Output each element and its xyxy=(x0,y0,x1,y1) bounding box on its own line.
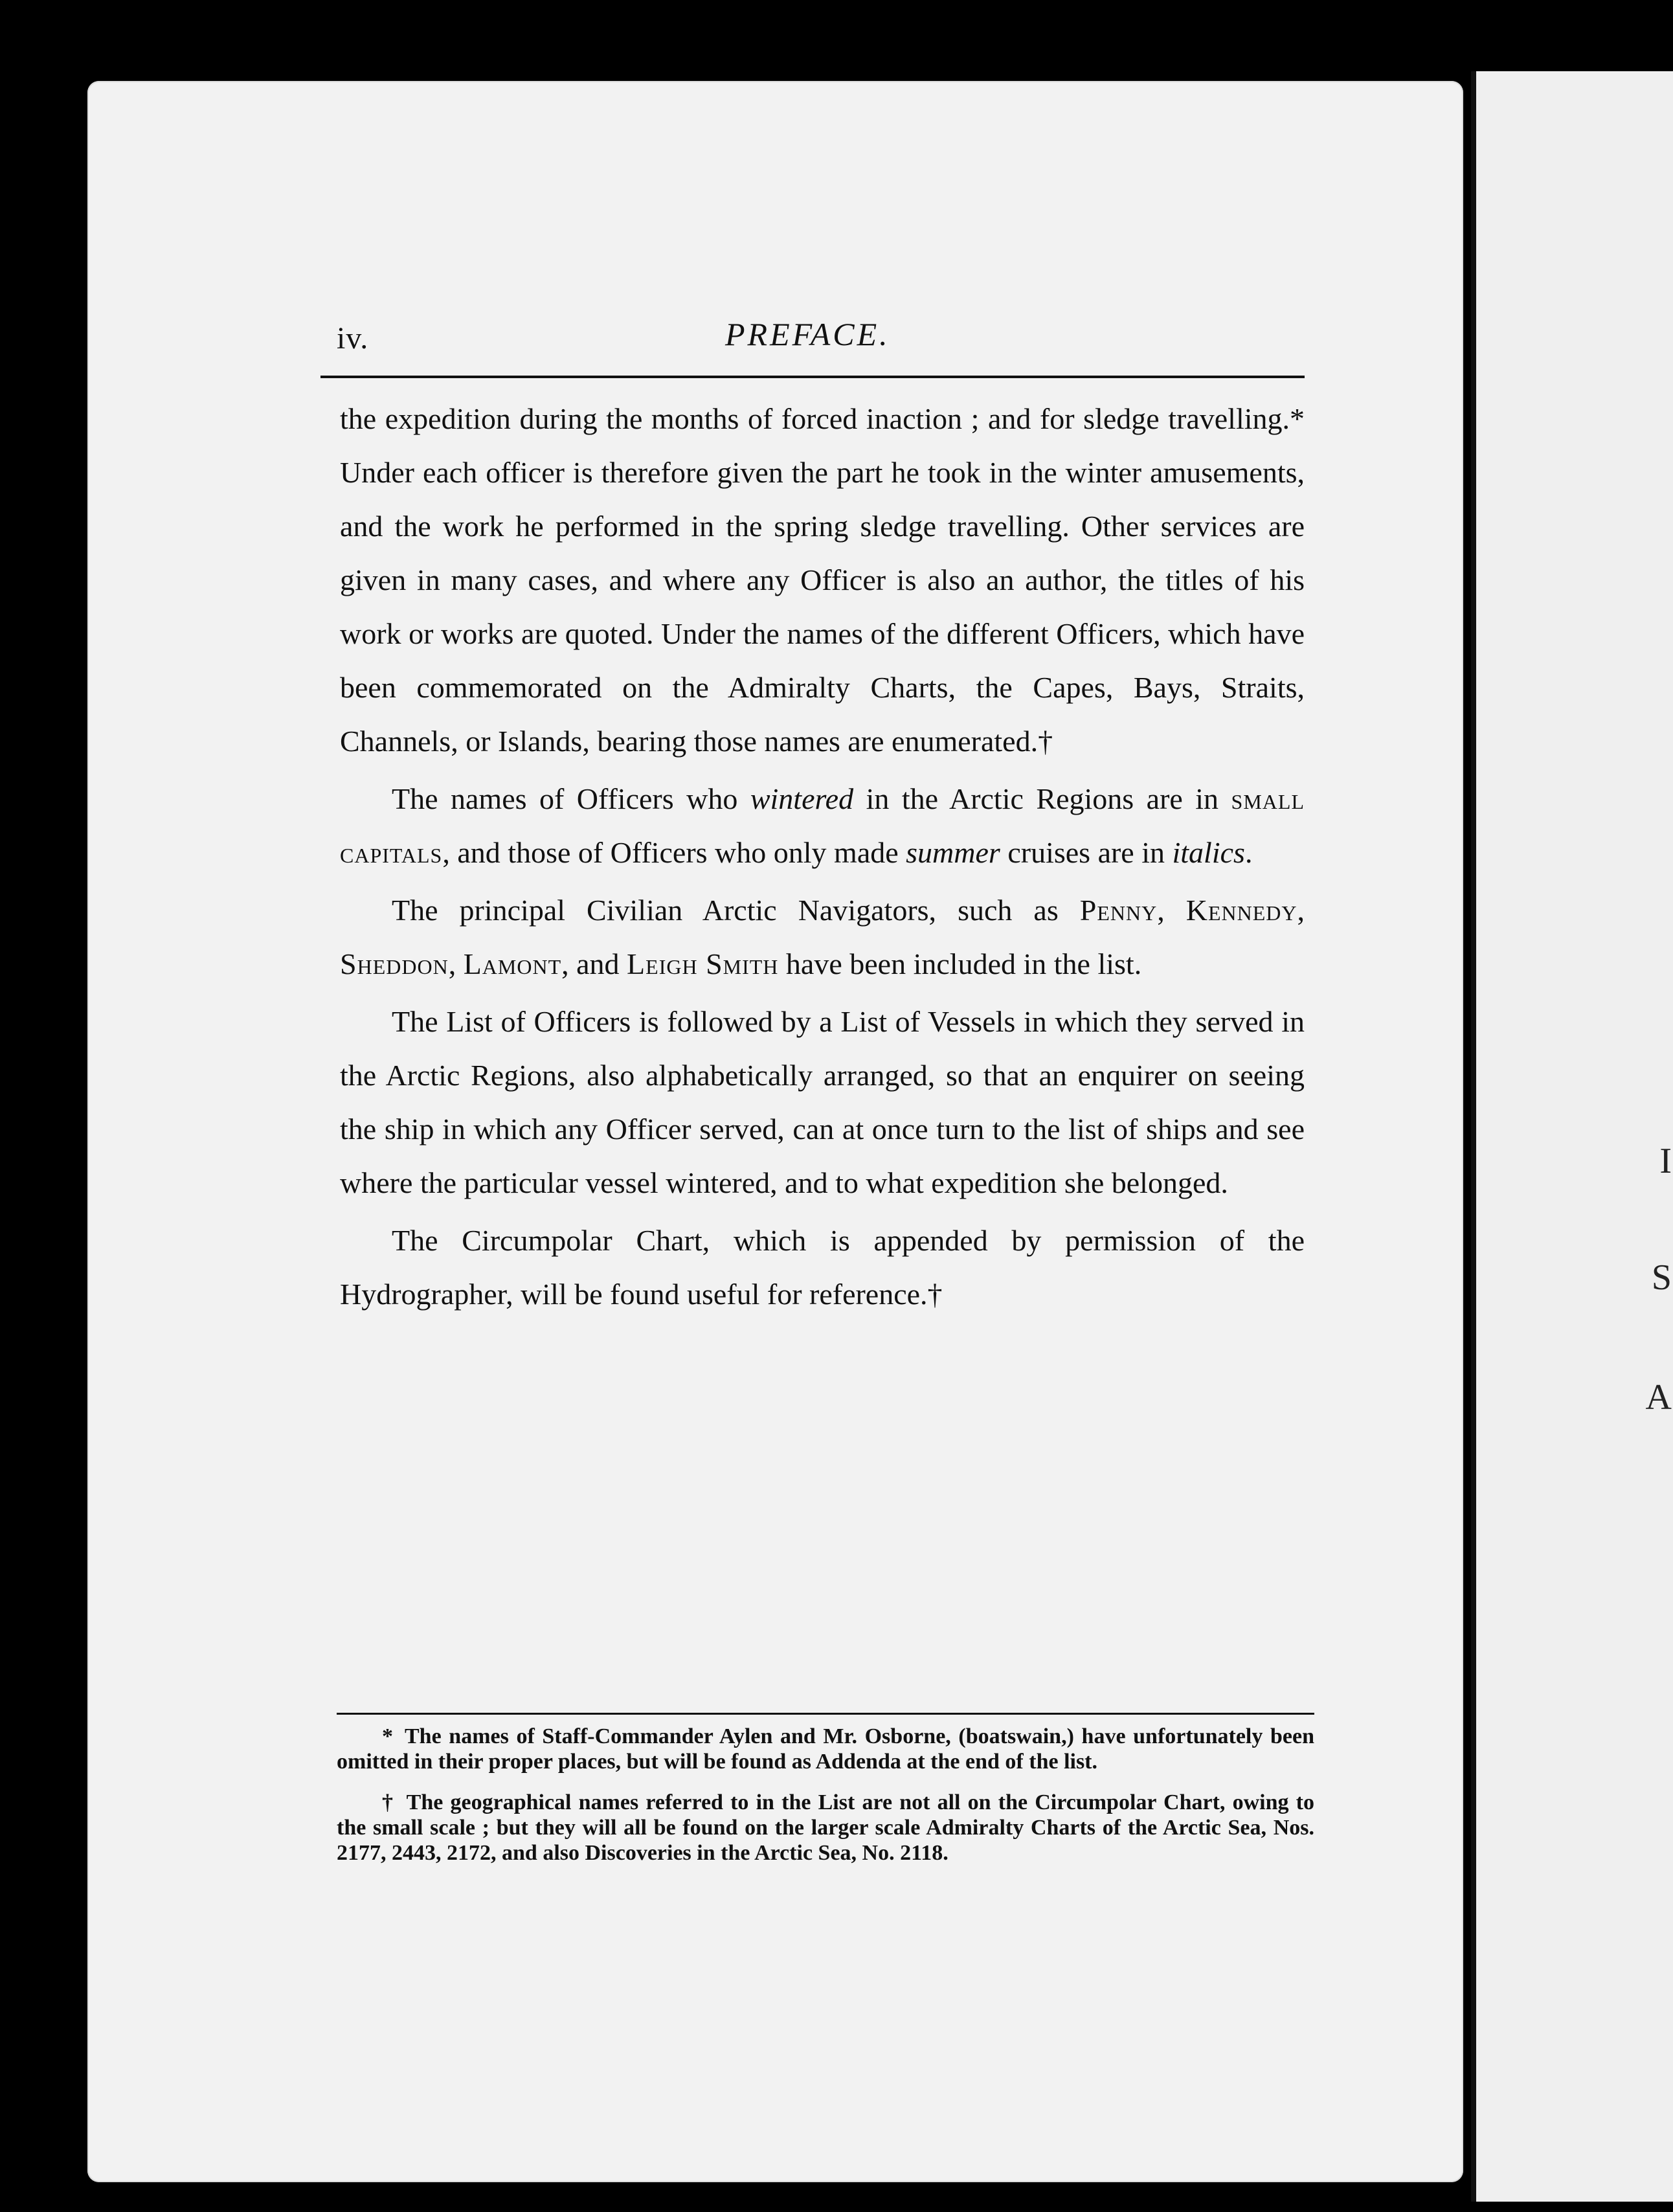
paragraph-2-text: . xyxy=(1244,836,1253,869)
footnote-mark: † xyxy=(382,1790,395,1814)
paragraph-2-italic: italics xyxy=(1172,836,1245,869)
adjacent-page-letter: A xyxy=(1645,1377,1672,1417)
header-rule xyxy=(320,376,1305,378)
navigator-name: Leigh Smith xyxy=(627,947,779,980)
navigator-name: Kennedy xyxy=(1185,894,1297,927)
paragraph-5: The Circumpolar Chart, which is appended by permission of the Hydrographer, will be found useful for reference.† xyxy=(340,1224,1305,1311)
paragraph-2-text: in the Arctic Regions are in xyxy=(853,782,1231,815)
adjacent-page-letter: I xyxy=(1659,1141,1672,1181)
paragraph-3-text: , xyxy=(1157,894,1186,927)
body-text xyxy=(340,392,1305,1325)
paragraph-2-italic: summer xyxy=(906,836,1000,869)
paragraph-3-text: , xyxy=(1297,894,1305,927)
paragraph-2-italic: wintered xyxy=(750,782,854,815)
paragraph-2 xyxy=(340,772,1305,879)
page-header xyxy=(337,316,1305,379)
footnote-mark: * xyxy=(382,1724,393,1748)
paragraph-2-small-caps: small capitals xyxy=(340,782,1305,869)
footnote-2 xyxy=(337,1790,1314,1866)
paragraph-4: The List of Officers is followed by a List of Vessels in which they served in the Arctic Regions, also alphabetically arranged, so that an enquirer on seeing the ship in which any Officer served, can at once turn to the list of ships and see where the particular vessel wintered, and to what expedition she belonged. xyxy=(340,1005,1305,1199)
paragraph-2-text: The names of Officers who xyxy=(392,782,750,815)
paragraph-3-text: The principal Civilian Arctic Navigators, such as xyxy=(392,894,1080,927)
page-number: iv. xyxy=(337,321,369,356)
footnote-text: The geographical names referred to in the List are not all on the Circumpolar Chart, owing to the small scale ; but they will all be found on the larger scale Admiralty Charts of the Arctic Sea, Nos. 2177, 2443, 2172, and also Discoveries in the Arctic Sea, No. 2118. xyxy=(337,1790,1314,1865)
paragraph-3-text: , and xyxy=(561,947,627,980)
paragraph-2-text: , and those of Officers who only made xyxy=(442,836,906,869)
paragraph-3 xyxy=(340,883,1305,991)
paragraph-1: the expedition during the months of forced inaction ; and for sledge travelling.* Under each officer is therefore given the part he took in the winter amusements, and the work he performed in the spring sledge travelling. Other services are given in many cases, and where any Officer is also an author, the titles of his work or works are quoted. Under the names of the different Officers, which have been commemorated on the Admiralty Charts, the Capes, Bays, Straits, Channels, or Islands, bearing those names are enumerated.† xyxy=(340,402,1305,758)
adjacent-page-letter: S xyxy=(1651,1258,1672,1298)
paragraph-3-text: have been included in the list. xyxy=(778,947,1142,980)
navigator-name: Lamont xyxy=(463,947,562,980)
adjacent-page-edge xyxy=(1471,71,1673,2202)
navigator-name: Sheddon xyxy=(340,947,449,980)
navigator-name: Penny xyxy=(1079,894,1158,927)
footnote-1 xyxy=(337,1724,1314,1774)
footnote-rule xyxy=(337,1713,1314,1715)
paragraph-3-text: , xyxy=(448,947,464,980)
footnote-text: The names of Staff-Commander Aylen and Mr. Osborne, (boatswain,) have unfortunately been omitted in their proper places, but will be found as Addenda at the end of the list. xyxy=(337,1724,1314,1774)
paragraph-2-text: cruises are in xyxy=(1000,836,1173,869)
running-title: PREFACE. xyxy=(725,316,890,352)
footnotes xyxy=(337,1713,1314,1881)
